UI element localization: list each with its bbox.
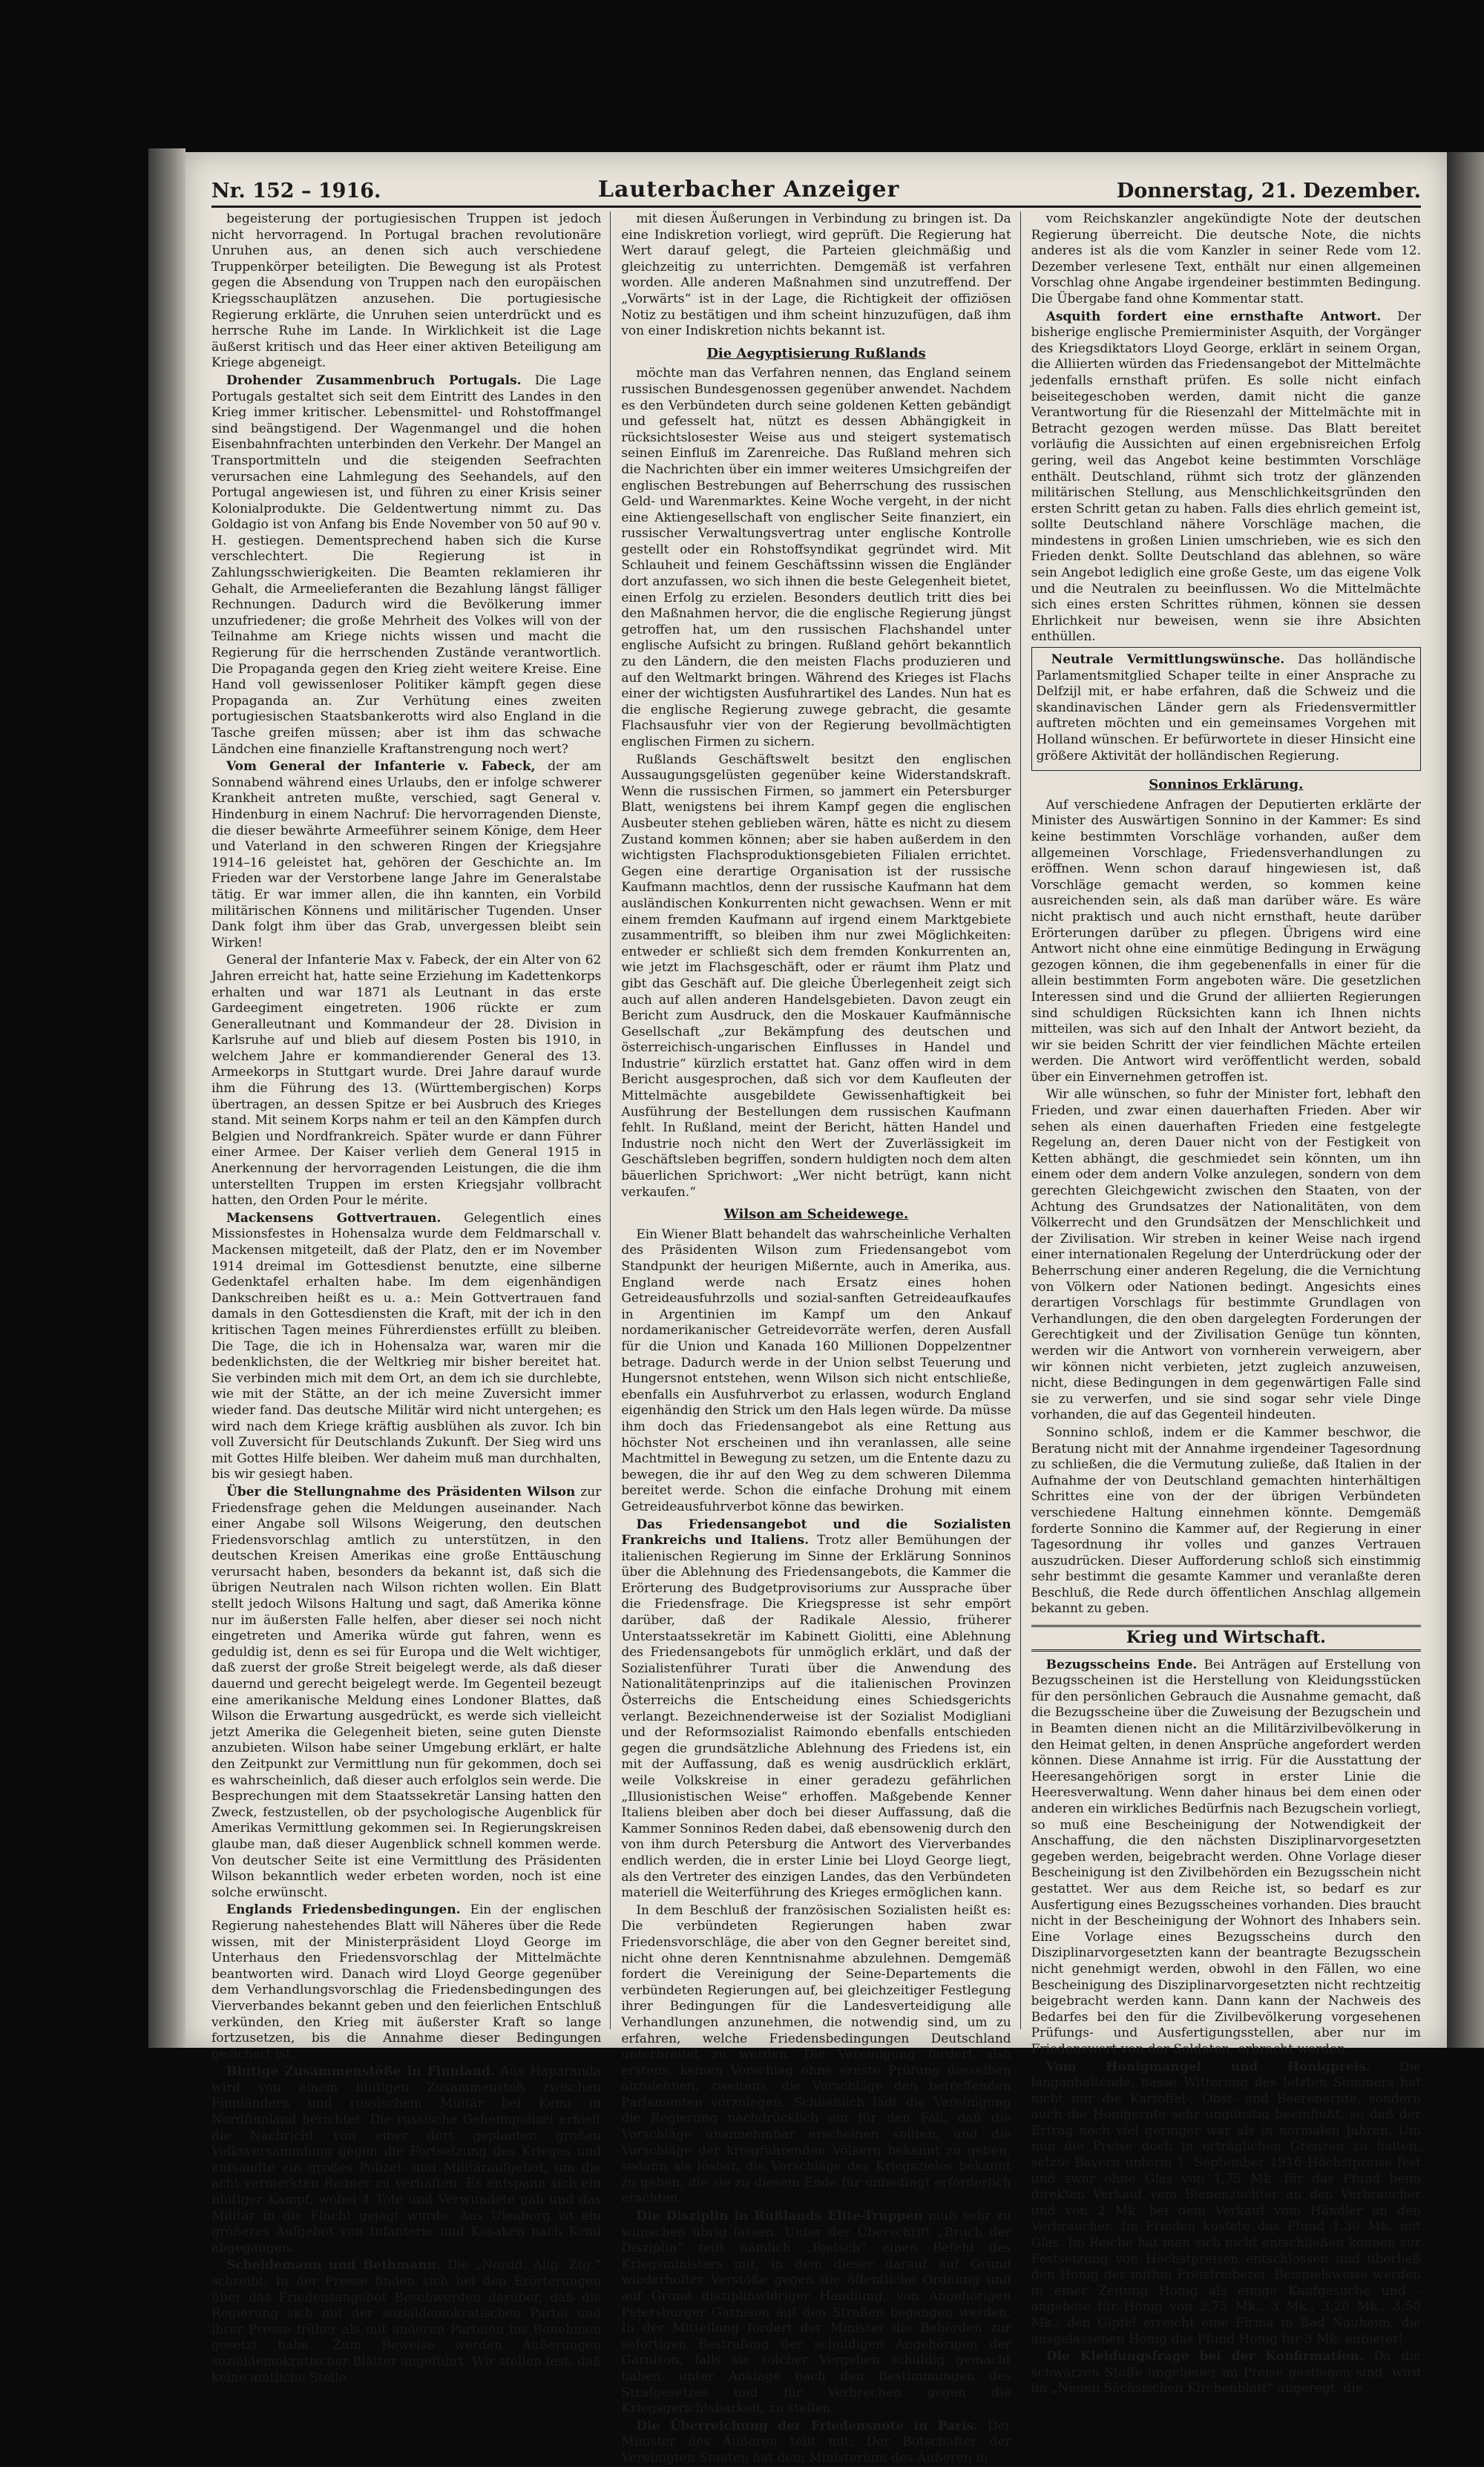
masthead (211, 173, 1421, 208)
next-page-edge (1447, 152, 1484, 2048)
paragraph: Sonnino schloß, indem er die Kammer beschwor, die Beratung nicht mit der Annahme irgendeiner Tagesordnung zu schließen, die die Vermutung zuließe, daß Italien in der Aufnahme der von Deutschland gemachten hinterhältigen Schrittes eine von der der übrigen Verbündeten verschiedene Haltung einnehmen könnte. Demgemäß forderte Sonnino die Kammer auf, der Regierung in einer Tagesordnung ihr volles und ganzes Vertrauen auszudrücken. Dieser Aufforderung schloß sich einstimmig sehr bestimmt die gesamte Kammer und veranlaßte deren Beschluß, die Rede durch öffentlichen Anschlag allgemein bekannt zu geben. (1031, 1425, 1421, 1617)
paragraph: Mackensens Gottvertrauen. Gelegentlich eines Missionsfestes in Hohensalza wurde dem Feldmarschall v. Mackensen mitgeteilt, daß der Platz, den er im November 1914 dreimal im Gottesdienst benutzte, eine silberne Gedenktafel erhalten habe. Im dem eigenhändigen Dankschreiben heißt es u. a.: Mein Gottvertrauen fand damals in den Gottesdiensten die Kraft, mit der ich in den kritischen Tagen meines Führerdienstes erfüllt zu bleiben. Die Tage, die ich in Hohensalza war, waren mir die bedenklichsten, die der Weltkrieg mir bisher bereitet hat. Sie verbinden mich mit dem Ort, an dem ich sie durchlebte, wie mit der Stätte, an der ich meine Zuversicht immer wieder fand. Das deutsche Militär wird nicht untergehen; es wird nach dem Kriege kräftig ausblühen als zuvor. Ich bin voll Zuversicht für Deutschlands Zukunft. Der Sieg wird uns mit Gottes Hilfe bleiben. Wer daheim muß man durchhalten, bis wir gesiegt haben. (211, 1210, 602, 1482)
paragraph: Neutrale Vermittlungswünsche. Das holländische Parlamentsmitglied Schaper teilte in einer Ansprache zu Delfzijl mit, er habe erfahren, daß die Schweiz und die skandinavischen Länder gern als Friedensvermittler auftreten möchten und ein gemeinsames Vorgehen mit Holland wünschen. Er befürwortete in dieser Hinsicht eine größere Aktivität der holländischen Regierung. (1036, 652, 1416, 763)
paragraph: vom Reichskanzler angekündigte Note der deutschen Regierung überreicht. Die deutsche Note, die nichts anderes ist als die vom Kanzler in seiner Rede vom 12. Dezember verlesene Text, enthält nur einen allgemeinen Vorschlag ohne Angabe irgendeiner bestimmten Bedingung. Die Übergabe fand ohne Kommentar statt. (1031, 211, 1421, 306)
headline: Blutige Zusammenstöße in Finnland. (226, 2064, 495, 2080)
book-binding (148, 148, 186, 2048)
headline: Mackensens Gottvertrauen. (226, 1210, 441, 1226)
paragraph: Wir alle wünschen, so fuhr der Minister fort, lebhaft den Frieden, und zwar einen dauerhaften Frieden. Aber wir sehen als einen dauerhaften Frieden eine festgelegte Regelung an, deren Dauer nicht von der Festigkeit von Ketten abhängt, die geschmiedet sein könnten, um ihn einem oder dem andern Volke anzulegen, sondern von dem gerechten Gleichgewicht zwischen den Staaten, von der Achtung des Grundsatzes der Nationalitäten, von dem Völkerrecht und den Grundsätzen der Menschlichkeit und der Zivilisation. Wir streben in keiner Weise nach irgend einer internationalen Regelung der Unterdrückung oder der Beherrschung einer anderen Regelung, die die Vernichtung von Völkern oder Nationen bedingt. Angesichts eines derartigen Vorschlags für bestimmte Grundlagen von Verhandlungen, die den oben dargelegten Forderungen der Gerechtigkeit und der Zivilisation Genüge tun könnten, werden wir die Antwort von vornherein verweigern, aber wir können nicht verbieten, jetzt zugleich anzuweisen, nicht, diese Bedingungen in dem gegenwärtigen Falle sind sie zu verwerfen, und sie sind sogar sehr viele Dinge vorhanden, die auf das Gegenteil hindeuten. (1031, 1087, 1421, 1423)
paragraph: Drohender Zusammenbruch Portugals. Die Lage Portugals gestaltet sich seit dem Eintritt des Landes in den Krieg immer kritischer. Lebensmittel- und Rohstoffmangel sind beängstigend. Der Wagenmangel und die hohen Eisenbahnfrachten unterbinden den Verkehr. Der Mangel an Transportmitteln und die steigenden Seefrachten verursachen eine Lahmlegung des Seehandels, auf den Portugal angewiesen ist, und führen zu einer Krisis seiner Kolonialprodukte. Die Geldentwertung nimmt zu. Das Goldagio ist von Anfang bis Ende November von 50 auf 90 v. H. gestiegen. Dementsprechend haben sich die Kurse verschlechtert. Die Regierung ist in Zahlungsschwierigkeiten. Die Beamten reklamieren ihr Gehalt, die Armeelieferanten die Bezahlung längst fälliger Rechnungen. Dadurch wird die Bevölkerung immer unzufriedener; die große Mehrheit des Volkes will von der Teilnahme am Kriege nichts wissen und macht die Regierung für die herrschenden Zustände verantwortlich. Die Propaganda gegen den Krieg zieht weitere Kreise. Eine Hand voll gewissenloser Politiker kämpft gegen diese Propaganda an. Zur Verhütung eines zweiten portugiesischen Staatsbankerotts wird also England in die Tasche greifen müssen; aber ist ihm das schwache Ländchen eine finanzielle Kraftanstrengung noch wert? (211, 372, 602, 757)
newspaper-title: Lauterbacher Anzeiger (597, 177, 900, 203)
headline: Die Disziplin in Rußlands Elite-Truppen (636, 2209, 923, 2224)
headline: Vom Honigmangel und Honigpreis. (1045, 2059, 1370, 2075)
paragraph: Die Disziplin in Rußlands Elite-Truppen muß sehr zu wünschen übrig lassen. Unter der Überschrift „Bruch der Disziplin“ teilt nämlich „Rjetsch“ einen Befehl des Kriegsministers mit, in dem dieser darauf auf Grund wiederholter Verstöße gegen die öffentliche Ordnung und auf Grund disziplinwidriger Handlung, von Angehörigen Petersburger Garnison auf den Straßen begangen werden. In der Mitteilung fordert der Minister die Behörden zur sofortigen Bestrafung der schuldigen Angehörigen der Garnison, falls sie solcher Vergehen schuldig gemacht haben, unter Anklage nach den Bestimmungen des Strafgesetzes und für Verbrechen gegen die Kriegsgerichtsbarkeit, zu stellen. (621, 2209, 1011, 2417)
headline: Über die Stellungnahme des Präsidenten Wilson (226, 1484, 576, 1499)
paragraph: Bezugsscheins Ende. Bei Anträgen auf Erstellung von Bezugsscheinen ist die Herstellung von Kleidungsstücken für den persönlichen Gebrauch die Ausnahme gemacht, daß die Bezugsscheine über die Zuweisung der Bezugschein und in Beamten dienen nicht an die Militärzivilbevölkerung in den Heimat gelten, in denen Ansprüche angefordert werden können. Diese Annahme ist irrig. Für die Ausstattung der Heeresangehörigen sorgt in erster Linie die Heeresverwaltung. Wenn daher hinaus bei dem einen oder anderen ein wirkliches Bedürfnis nach Bezugschein vorliegt, so muß eine Bescheinigung der Notwendigkeit der Anschaffung, die den nächsten Disziplinarvorgesetzten gegeben werden, beigebracht werden. Ohne Vorlage dieser Bescheinigung ist den Zivilbehörden ein Bezugsschein nicht gestattet. Wer aus dem Reiche ist, so bedarf es zur Ausfertigung eines Bezugsscheines vorhanden. Dies braucht nicht in der Bescheinigung der Wohnort des Inhabers sein. Eine Vorlage eines Bezugsscheins durch den Disziplinarvorgesetzten kann der beantragte Bezugsschein nicht genehmigt werden, obwohl in den Fällen, wo eine Bescheinigung des Disziplinarvorgesetzten nicht rechtzeitig beigebracht werden kann. Dann kann der Nachweis des Bedarfes bei den für die Zivilbevölkerung vorgesehenen Prüfungs- und Ausfertigungsstellen, aber nur im Friedenswert von der Soldaten, erbracht werden. (1031, 1657, 1421, 2057)
paragraph: möchte man das Verfahren nennen, das England seinem russischen Bundesgenossen gegenüber anwendet. Nachdem es den Verbündeten durch seine goldenen Ketten gebändigt und gefesselt hat, nützt es dessen Abhängigkeit in rücksichtslosester Weise aus und steigert systematisch seinen Einfluß im Zarenreiche. Das Rußland mehren sich die Nachrichten über ein immer weiteres Umsichgreifen der englischen Bestrebungen auf Beherrschung des russischen Geld- und Warenmarktes. Keine Woche vergeht, in der nicht eine Aktiengesellschaft von englischer Seite finanziert, ein russischer Verwaltungsvertrag unter englische Kontrolle gestellt oder ein Rohstoffsyndikat gegründet wird. Mit Schlauheit und feinem Geschäftssinn wissen die Engländer dort anzufassen, wo sich ihnen die beste Gelegenheit bietet, einen Erfolg zu erzielen. Besonders deutlich tritt dies bei den Maßnahmen hervor, die die englische Regierung jüngst getroffen hat, um den russischen Flachshandel unter englische Aufsicht zu bringen. Rußland gehört bekanntlich zu den Ländern, die den meisten Flachs produzieren und auf den Weltmarkt bringen. Während des Krieges ist Flachs einer der wichtigsten Ausfuhrartikel des Landes. Nun hat es die englische Regierung zuwege gebracht, die gesamte Flachsausfuhr vier von der Regierung bevollmächtigten englischen Firmen zu sichern. (621, 366, 1011, 749)
paragraph: Die Überreichung der Friedensnote in Paris. Der Minister des Äußeren teilt mit: Der Botschafter der Vereinigten Staaten hat dem Ministerium des Äußeren in (621, 2418, 1011, 2466)
paragraph: In dem Beschluß der französischen Sozialisten heißt es: Die verbündeten Regierungen haben zwar Friedensvorschläge, die aber von den Gegner bereitet sind, nicht ohne deren Kenntnisnahme abzulehnen. Demgemäß fordert die Vereinigung der Seine-Departements die verbündeten Regierungen auf, bei gleichzeitiger Festlegung ihrer Bedingungen für die Landesverteidigung alle Verhandlungen anzunehmen, die notwendig sind, um zu erfahren, welche Friedensbedingungen Deutschland unterbreitet zu werden. Die Vereinigung fordert also erstens, keinen Vorschlag ohne ernste Prüfung desselben abzulehnen, zweitens, die Vorschläge den betreffenden Parlamenten vorzulegen. Schließlich lädt die Vereinigung die Regierung nachdrücklich ein für den Fall, daß die Vorschläge unannehmbar erscheinen sollten, und die Vorschläge der kriegführenden Völkern bekannt zu geben; sodann als lösbar, die Vorschläge des Kriegszieles bekannt zu geben, die sie zu diesem Ende für unbedingt erforderlich erachten. (621, 1902, 1011, 2207)
paragraph: Über die Stellungnahme des Präsidenten Wilson zur Friedensfrage gehen die Meldungen auseinander. Nach einer Angabe soll Wilsons Weigerung, den deutschen Friedensvorschlag amtlich zu unterstützen, in den deutschen Kreisen Amerikas eine große Enttäuschung verursacht haben, besonders da bekannt ist, daß sich die übrigen Neutralen nach Wilson richten wollen. Ein Blatt stellt jedoch Wilsons Haltung und sagt, daß Amerika könne nur im äußersten Falle helfen, aber dieser sei noch nicht eingetreten und Amerika würde gut fahren, wenn es geduldig ist, denn es sei für Europa und die Welt wichtiger, daß zuerst der große Streit beigelegt werde, als daß dieser dauernd und gerecht beigelegt werde. Im Gegenteil bezeugt eine amerikanische Meldung eines Londoner Blattes, daß Wilson die Erwartung ausgedrückt, es werde sich vielleicht jetzt Amerika die Gelegenheit bieten, seine guten Dienste anzubieten. Wilson habe seiner Umgebung erklärt, er halte den Zeitpunkt zur Vermittlung nun für gekommen, doch sei es wahrscheinlich, daß dieser auch erfolglos sein werde. Die Besprechungen mit dem Staatssekretär Lansing hatten den Zweck, festzustellen, ob der psychologische Augenblick für Amerikas Vermittlung gekommen sei. In Regierungskreisen glaube man, daß dieser Augenblick schnell kommen werde. Von deutscher Seite ist eine Vermittlung des Präsidenten Wilson bekanntlich weder erbeten worden, noch ist eine solche erwünscht. (211, 1484, 602, 1900)
paragraph: begeisterung der portugiesischen Truppen ist jedoch nicht hervorragend. In Portugal brachen revolutionäre Unruhen aus, an denen sich auch verschiedene Truppenkörper beteiligten. Die Bewegung ist als Protest gegen die Absendung von Truppen nach den europäischen Kriegsschauplätzen anzusehen. Die portugiesische Regierung erklärte, die Unruhen seien unterdrückt und es herrsche Ruhe im Lande. In Wirklichkeit ist die Lage äußerst kritisch und das Heer einer aktiven Beteiligung am Kriege abgeneigt. (211, 211, 602, 371)
headline: Bezugsscheins Ende. (1045, 1657, 1198, 1672)
paragraph: Die Kleidungsfrage bei der Konfirmation. Da die schwarzen Stoffe ungeheuer im Preise gestiegen sind, wird im „Neuen Sächsischen Kirchenblatt“ angeregt, die (1031, 2349, 1421, 2397)
paragraph: Englands Friedensbedingungen. Ein der englischen Regierung nahestehendes Blatt will Näheres über die Rede wissen, mit der Ministerpräsident Lloyd George im Unterhaus den Friedensvorschlag der Mittelmächte beantworten wird. Danach wird Lloyd George gegenüber dem Verhandlungsvorschlag die Friedensbedingungen des Vierverbandes bekannt geben und den feierlichen Entschluß verkünden, den Krieg mit äußerster Kraft so lange fortzusetzen, bis die Annahme dieser Bedingungen gesichert ist. (211, 1902, 602, 2062)
section-title: Krieg und Wirtschaft. (1031, 1625, 1421, 1652)
column-1 (211, 211, 611, 2385)
headline: Das Friedensangebot und die Sozialisten Frankreichs und Italiens. (621, 1517, 1011, 1548)
headline: Sonninos Erklärung. (1149, 777, 1304, 793)
paragraph: General der Infanterie Max v. Fabeck, der ein Alter von 62 Jahren erreicht hat, hatte seine Erziehung im Kadettenkorps erhalten und war 1871 als Leutnant in das erste Gardeegiment eingetreten. 1906 rückte er zum Generalleutnant und Kommandeur der 28. Division in Karlsruhe auf und blieb auf diesem Posten bis 1910, in welchem Jahre er kommandierender General des 13. Armeekorps in Stuttgart wurde. Drei Jahre darauf wurde ihm die Führung des 13. (Württembergischen) Korps übertragen, an dessen Spitze er bei Ausbruch des Krieges stand. Mit seinem Korps nahm er teil an den Kämpfen durch Belgien und Nordfrankreich. Später wurde er dann Führer einer Armee. Der Kaiser verlieh dem General 1915 in Anerkennung der hervorragenden Leistungen, die die ihm unterstellten Truppen im ersten Kriegsjahr vollbracht hatten, den Orden Pour le mérite. (211, 953, 602, 1209)
column-2 (621, 211, 1020, 2466)
headline: Wilson am Scheidewege. (723, 1206, 909, 1223)
column-3 (1031, 211, 1421, 2397)
paragraph: Ein Wiener Blatt behandelt das wahrscheinliche Verhalten des Präsidenten Wilson zum Friedensangebot vom Standpunkt der heurigen Mißernte, auch in Amerika, aus. England werde nach Ersatz eines hohen Getreideausfuhrzolls und sozial-sanften Getreideaufkaufes in Argentinien im Kampf um den Ankauf nordamerikanischer Getreidevorräte werfen, deren Ausfall für die Union und Kanada 160 Millionen Doppelzentner betrage. Dadurch werde in der Union selbst Teuerung und Hungersnot entstehen, wenn Wilson sich nicht entschließe, ebenfalls ein Ausfuhrverbot zu erlassen, wodurch England eigenhändig den Strick um den Hals legen würde. Da müsse ihm doch das Friedensangebot als eine Rettung aus höchster Not erscheinen und ihn veranlassen, alle seine Machtmittel in Bewegung zu setzen, um die Entente dazu zu bewegen, die ihr auf den Weg zu dem schweren Dilemma bereitet werde. Schon die einfache Drohung mit einem Getreideausfuhrverbot könne das bewirken. (621, 1226, 1011, 1514)
issue-date: Donnerstag, 21. Dezember. (1116, 180, 1421, 203)
headline: Drohender Zusammenbruch Portugals. (226, 372, 522, 388)
headline: Asquith fordert eine ernsthafte Antwort. (1045, 309, 1382, 324)
paragraph: mit diesen Äußerungen in Verbindung zu bringen ist. Da eine Indiskretion vorliegt, wird geprüft. Die Regierung hat Wert darauf gelegt, die Parteien gleichmäßig und gleichzeitig zu unterrichten. Demgemäß ist verfahren worden. Alle anderen Maßnahmen sind unzutreffend. Der „Vorwärts“ ist in der Lage, die Richtigkeit der offiziösen Notiz zu bestätigen und ihm scheint hinzuzufügen, daß ihm von einer Indiskretion nichts bekannt ist. (621, 211, 1011, 339)
headline: Neutrale Vermittlungswünsche. (1051, 652, 1285, 668)
issue-number: Nr. 152 – 1916. (211, 180, 381, 203)
headline: Die Überreichung der Friedensnote in Paris. (636, 2418, 978, 2434)
headline: Vom General der Infanterie v. Fabeck, (226, 759, 536, 775)
boxed-notice (1031, 647, 1421, 771)
newspaper-page (186, 152, 1447, 2466)
paragraph: Auf verschiedene Anfragen der Deputierten erklärte der Minister des Auswärtigen Sonnino in der Kammer: Es sind keine bestimmten Vorschläge vorhanden, außer dem allgemeinen Vorschlage, Friedensverhandlungen zu eröffnen. Wenn schon darauf hingewiesen ist, daß Vorschläge gemacht werden, so kommen keine ausreichenden sein, als daß man darüber wäre. Es wäre nicht praktisch und auch nicht ernsthaft, heute darüber Erörterungen darüber zu pflegen. Übrigens wird eine Antwort nicht ohne eine einmütige Bedingung in Erwägung gezogen können, die ihm gegebenenfalls in einer für die allein bestimmten Form angeboten wäre. Die gesetzlichen Interessen sind und die Grund der alliierten Regierungen sind schuldigen Rücksichten kann ich Ihnen nichts mitteilen, was sich auf den Inhalt der Antwort bezieht, da wir sie beiden Schritt der vier feindlichen Mächte erteilen werden. Die Antwort wird veröffentlicht werden, sobald über ein Einvernehmen getroffen ist. (1031, 797, 1421, 1085)
headline: Scheidemann und Bethmann. (226, 2258, 441, 2273)
headline: Englands Friedensbedingungen. (226, 1902, 461, 1918)
paragraph: Blutige Zusammenstöße in Finnland. Aus Haparanda wird von einem blutigen Zusammenstoß zwischen Finnländern und russischem Militär bei Kemi in Nordfinnland berichtet. Die russische Geheimpolizei erhielt die Nachricht von einer dort geplanten großen Volksversammlung gegen die Fortsetzung des Krieges und entsandte ein großes Polizei- und Militäraufgebot, um die acht vermerkten Redner zu verhaften. Es entspann sich ein blutiger Kampf, wobei 4 Tote und Verwundete gab und das Militär in die Flucht gejagt wurde. Aus Uleaborg ist ein größeres Aufgebot von Infanterie und Kosaken nach Kemi abgegangen. (211, 2064, 602, 2256)
headline: Die Aegyptisierung Rußlands (706, 345, 926, 361)
paragraph: Rußlands Geschäftswelt besitzt den englischen Aussaugungsgelüsten gegenüber keine Widerstandskraft. Wenn die russischen Firmen, so jammert ein Petersburger Blatt, wenigstens bei ihrem Kampf gegen die englischen Ausbeuter stehen geblieben wären, hätte es nicht zu diesem Zustand kommen können; aber sie haben außerdem in den wichtigsten Flachsproduktionsgebieten Filialen errichtet. Gegen eine derartige Organisation ist der russische Kaufmann machtlos, denn der russische Kaufmann hat dem ausländischen Konkurrenten nicht gewachsen. Wenn er mit einem fremden Kaufmann auf irgend einem Marktgebiete zusammentrifft, so bleiben ihm nur zwei Möglichkeiten: entweder er schließt sich dem fremden Konkurrenten an, wie jetzt im Flachsgeschäft, oder er räumt ihm Platz und gibt das Geschäft auf. Die gleiche Überlegenheit zeigt sich auch auf allen anderen Handelsgebieten. Davon zeugt ein Bericht zum Ausdruck, den die Moskauer Kaufmännische Gesellschaft „zur Bekämpfung des deutschen und österreichisch-ungarischen Einflusses in Handel und Industrie“ kürzlich erstattet hat. Ganz offen wird in dem Bericht ausgesprochen, daß sich vor dem Kaufleuten der Mittelmächte ausgebildete Gewissenhaftigkeit bei Ausführung der Bestellungen dem russischen Kaufmann fehlt. In Rußland, meint der Bericht, hätten Handel und Industrie noch nicht den Wert der Zuverlässigkeit im Geschäftsleben begriffen, sondern huldigten noch dem alten bäuerlichen Sprichwort: „Wer nicht betrügt, kann nicht verkaufen.“ (621, 752, 1011, 1200)
columns (211, 211, 1421, 2466)
paragraph: Scheidemann und Bethmann. Die „Nordd. Allg. Ztg.“ schreibt: In der Presse finden sich bei den Erörterungen über das Friedensangebot Beschwerden darüber, daß die Regierung sich mit der sozialdemokratischen Partei und ihrer Presse früher als mit anderen Parteien ins Benehmen gesetzt habe. Zum Beweise werden Äußerungen sozialdemokratischer Blätter angeführt. Wir stellen fest, daß keine amtliche Stelle (211, 2258, 602, 2385)
headline: Die Kleidungsfrage bei der Konfirmation. (1045, 2349, 1364, 2365)
paragraph: Asquith fordert eine ernsthafte Antwort. Der bisherige englische Premierminister Asquith, der Vorgänger des Kriegsdiktators Lloyd George, erklärt in seinem Organ, die Alliierten würden das Friedensangebot der Mittelmächte jedenfalls ernsthaft prüfen. Es solle nicht einfach beiseitegeschoben werden, damit nicht die ganze Verantwortung für die Riesenzahl der Mittelmächte mit in Betracht gezogen werden müsse. Das Blatt bereitet vorläufig die Aussichten auf einen ergebnisreichen Erfolg gering, weil das Angebot keine bestimmten Vorschläge enthält. Deutschland, rühmt sich trotz der glänzenden militärischen Stellung, aus Menschlichkeitsgründen den ersten Schritt getan zu haben. Falls dies ehrlich gemeint ist, sollte Deutschland nähere Vorschläge machen, die mindestens in großen Linien umschrieben, wie es sich den Frieden denkt. Sollte Deutschland das ablehnen, so wäre sein Angebot lediglich eine große Geste, um das eigene Volk und die Neutralen zu beeinflussen. Wo die Mittelmächte sich eines ersten Schrittes rühmen, können sie dessen Ehrlichkeit nur beweisen, wenn sie ihre Absichten enthüllen. (1031, 309, 1421, 645)
paragraph: Das Friedensangebot und die Sozialisten Frankreichs und Italiens. Trotz aller Bemühungen der italienischen Regierung im Sinne der Erklärung Sonninos über die Ablehnung des Friedensangebots, die Kammer die Erörterung des Budgetprovisoriums zur Aussprache über die Friedensfrage. Die Kriegspresse ist sehr empört darüber, daß der Radikale Alessio, früherer Unterstaatssekretär im Kabinett Giolitti, eine Ablehnung des Friedensangebots für unmöglich erklärt, und daß der Sozialistenführer Turati über die Anwendung des Nationalitätenprinzips auf die italienischen Provinzen Österreichs die Entscheidung eines Schiedsgerichts verlangt. Bezeichnenderweise ist der Sozialist Modigliani und der Reformsozialist Raimondo ebenfalls entschieden gegen die grundsätzliche Ablehnung des Friedens ist, ein mit der Auffassung, daß es wenig ausdrücklich erklärt, weile Volkskreise in einer geradezu gefährlichen „Illusionistischen Weise“ erhoffen. Maßgebende Kenner Italiens bleiben aber doch bei dieser Auffassung, daß die Kammer Sonninos Reden dabei, daß ebensowenig durch den von ihm durch Petersburg die Antwort des Vierverbandes endlich werden, die in erster Linie bei Lloyd George liegt, als den Vertreter des einzigen Landes, das den Verbündeten materiell die Weiterführung des Krieges ermöglichen kann. (621, 1517, 1011, 1901)
paragraph: Vom Honigmangel und Honigpreis. Die langanhaltende, nasse Witterung des letzten Sommers hat nicht nur die Kartoffel-, Obst- und Beerenernte, sondern auch die Honigernte sehr ungünstig beeinflußt, so daß der Ertrag noch viel geringer war als in normalen Jahren. Um nun die Preise doch in erträglichen Grenzen zu halten, setzte Bayern unterm 1. September 1916 Höchstpreise fest und zwar ohne Glas von 1,75 Mk. für das Pfund beim direkten Verkauf vom Bienenzüchter an den Verbraucher und von 2 Mk. bei dem Verkauf vom Händler an den Verbraucher. Im Frieden kostete das Pfund 1,30 Mk. mit Glas. Im Reiche hat man sich nicht entschließen können zur Festsetzung von Höchstpreisen entschlossen und überließ den Honig der mithin Preistreiberei. Beispielsweise werden in einer Zeitung Honig als einige Kaufgesuche und -angebote für Honig von 2,75 Mk., 3 Mk., 3,20 Mk., 3,50 Mk.; den Gipfel erreicht eine Firma in Bad Nauheim, die ausgelassenen Honig das Pfund Honig für 3 Mk. anbietet! (1031, 2059, 1421, 2347)
paragraph: Vom General der Infanterie v. Fabeck, der am Sonnabend während eines Urlaubs, den er infolge schwerer Krankheit antreten mußte, verschied, sagt General v. Hindenburg in einem Nachruf: Die hervorragenden Dienste, die dieser bewährte Armeeführer seinem Könige, dem Heer und Vaterland in den schweren Ringen der Kriegsjahre 1914–16 geleistet hat, gehören der Geschichte an. Im Frieden war der Verstorbene lange Jahre im Generalstabe tätig. Er war immer allen, die ihn kannten, ein Vorbild militärischen Könnens und militärischer Tugenden. Unser Dank folgt ihm über das Grab, unvergessen bleibt sein Wirken! (211, 759, 602, 950)
